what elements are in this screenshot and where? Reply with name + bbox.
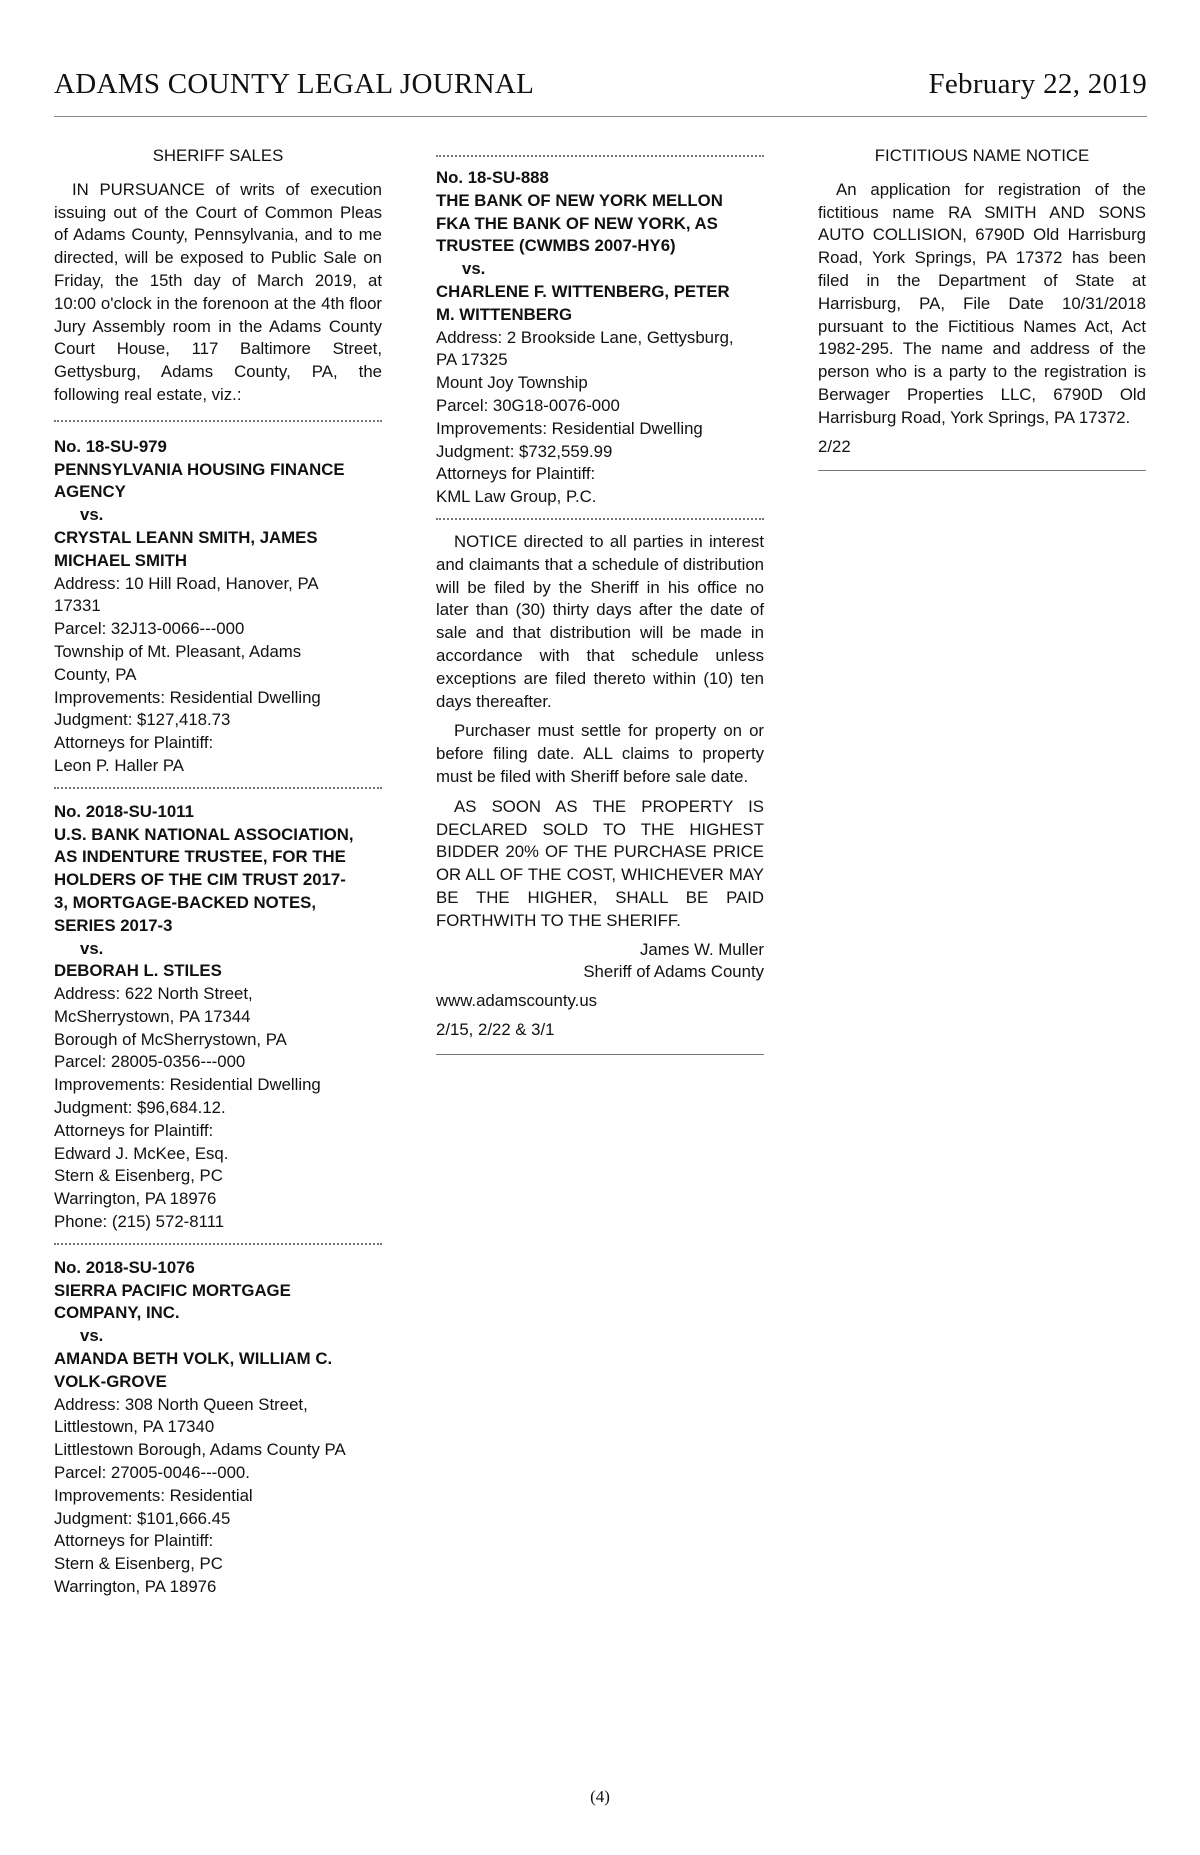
defendant-line: VOLK-GROVE xyxy=(54,1371,167,1391)
detail-line: Stern & Eisenberg, PC xyxy=(54,1554,223,1574)
detail-line: PA 17325 xyxy=(436,350,508,370)
plaintiff-line: THE BANK OF NEW YORK MELLON xyxy=(436,190,723,210)
journal-title: ADAMS COUNTY LEGAL JOURNAL xyxy=(54,68,535,100)
plaintiff-line: TRUSTEE (CWMBS 2007-HY6) xyxy=(436,236,676,256)
detail-line: Phone: (215) 572-8111 xyxy=(54,1212,225,1232)
end-rule xyxy=(436,1054,764,1055)
detail-line: Stern & Eisenberg, PC xyxy=(54,1166,223,1186)
plaintiff-line: U.S. BANK NATIONAL ASSOCIATION, xyxy=(54,824,354,844)
detail-line: Leon P. Haller PA xyxy=(54,755,184,775)
detail-line: Address: 10 Hill Road, Hanover, PA xyxy=(54,573,319,593)
case-2018-su-1011 xyxy=(54,801,382,1234)
defendant-line: DEBORAH L. STILES xyxy=(54,961,222,981)
page-number: (4) xyxy=(590,1787,610,1806)
detail-line: Judgment: $127,418.73 xyxy=(54,710,231,730)
detail-line: Judgment: $732,559.99 xyxy=(436,441,613,461)
versus-label: vs. xyxy=(80,1326,104,1346)
case-number: No. 18-SU-979 xyxy=(54,436,167,456)
sheriff-sales-intro: IN PURSUANCE of writs of execution issuing out of the Court of Common Pleas of Adams County, Pennsylvania, and to me directed, will be exposed to Public Sale on Friday, the 15th day of March 2019, at 10:00 o'clock in the forenoon at the 4th floor Jury Assembly room in the Adams County Court House, 117 Baltimore Street, Gettysburg, Adams County, PA, the following real estate, viz.: xyxy=(54,179,382,404)
detail-line: Judgment: $101,666.45 xyxy=(54,1508,231,1528)
detail-line: County, PA xyxy=(54,664,137,684)
plaintiff-line: HOLDERS OF THE CIM TRUST 2017- xyxy=(54,870,346,890)
case-2018-su-1076 xyxy=(54,1257,382,1599)
column-middle xyxy=(436,142,764,1055)
defendant-line: MICHAEL SMITH xyxy=(54,550,188,570)
versus-label: vs. xyxy=(462,259,486,279)
payment-notice: AS SOON AS THE PROPERTY IS DECLARED SOLD TO THE HIGHEST BIDDER 20% OF THE PURCHASE PRICE OR ALL OF THE COST, WHICHEVER MAY BE THE HIGHER, SHALL BE PAID FORTHWITH TO THE SHERIFF. xyxy=(436,796,764,930)
column-left xyxy=(54,142,382,1599)
detail-line: KML Law Group, P.C. xyxy=(436,487,597,507)
detail-line: Borough of McSherrystown, PA xyxy=(54,1029,287,1049)
versus-label: vs. xyxy=(80,505,104,525)
plaintiff-line: SERIES 2017-3 xyxy=(54,915,173,935)
defendant-line: AMANDA BETH VOLK, WILLIAM C. xyxy=(54,1349,333,1369)
detail-line: Warrington, PA 18976 xyxy=(54,1189,217,1209)
dotted-separator xyxy=(436,518,764,520)
detail-line: Warrington, PA 18976 xyxy=(54,1577,217,1597)
dotted-separator xyxy=(54,1243,382,1245)
detail-line: Attorneys for Plaintiff: xyxy=(436,464,596,484)
detail-line: Attorneys for Plaintiff: xyxy=(54,1120,214,1140)
versus-label: vs. xyxy=(80,938,104,958)
detail-line: McSherrystown, PA 17344 xyxy=(54,1006,251,1026)
detail-line: Parcel: 28005-0356---000 xyxy=(54,1052,246,1072)
plaintiff-line: SIERRA PACIFIC MORTGAGE xyxy=(54,1280,291,1300)
defendant-line: CHARLENE F. WITTENBERG, PETER xyxy=(436,281,730,301)
settlement-notice: Purchaser must settle for property on or before filing date. ALL claims to property must be filed with Sheriff before sale date. xyxy=(436,721,764,786)
detail-line: Township of Mt. Pleasant, Adams xyxy=(54,641,302,661)
column-right xyxy=(818,142,1146,471)
detail-line: Littlestown Borough, Adams County PA xyxy=(54,1440,346,1460)
fictitious-name-heading: FICTITIOUS NAME NOTICE xyxy=(874,146,1090,165)
publication-dates: 2/15, 2/22 & 3/1 xyxy=(436,1019,555,1039)
detail-line: Edward J. McKee, Esq. xyxy=(54,1143,229,1163)
dotted-separator xyxy=(436,155,764,157)
detail-line: Parcel: 27005-0046---000. xyxy=(54,1463,250,1483)
defendant-line: M. WITTENBERG xyxy=(436,304,573,324)
case-18-su-979 xyxy=(54,436,382,778)
detail-line: Mount Joy Township xyxy=(436,373,588,393)
plaintiff-line: PENNSYLVANIA HOUSING FINANCE xyxy=(54,459,345,479)
detail-line: Parcel: 30G18-0076-000 xyxy=(436,395,620,415)
plaintiff-line: 3, MORTGAGE-BACKED NOTES, xyxy=(54,892,316,912)
detail-line: 17331 xyxy=(54,596,101,616)
sheriff-name: James W. Muller xyxy=(639,939,764,959)
county-website: www.adamscounty.us xyxy=(436,991,598,1011)
plaintiff-line: FKA THE BANK OF NEW YORK, AS xyxy=(436,213,718,233)
detail-line: Littlestown, PA 17340 xyxy=(54,1417,215,1437)
defendant-line: CRYSTAL LEANN SMITH, JAMES xyxy=(54,527,318,547)
end-rule xyxy=(818,470,1146,471)
distribution-notice: NOTICE directed to all parties in interest and claimants that a schedule of distribution will be filed by the Sheriff in his office no later than (30) thirty days after the date of sale and that distribution will be made in accordance with that schedule unless exceptions are filed thereto within (10) ten days thereafter. xyxy=(436,531,764,711)
detail-line: Address: 622 North Street, xyxy=(54,984,253,1004)
page-header xyxy=(54,64,1147,117)
detail-line: Judgment: $96,684.12. xyxy=(54,1098,226,1118)
dotted-separator xyxy=(54,787,382,789)
issue-date: February 22, 2019 xyxy=(928,68,1147,100)
case-number: No. 18-SU-888 xyxy=(436,168,549,187)
detail-line: Attorneys for Plaintiff: xyxy=(54,1531,214,1551)
case-18-su-888 xyxy=(436,167,764,509)
fictitious-name-body: An application for registration of the fictitious name RA SMITH AND SONS AUTO COLLISION, 6790D Old Harrisburg Road, York Springs, PA 17372 has been filed in the Department of State at Harrisburg, PA, File Date 10/31/2018 pursuant to the Fictitious Names Act, Act 1982-295. The name and address of the person who is a party to the registration is Berwager Properties LLC, 6790D Old Harrisburg Road, York Springs, PA 17372. xyxy=(818,179,1146,427)
sheriff-title: Sheriff of Adams County xyxy=(583,962,764,982)
publication-date: 2/22 xyxy=(818,436,851,456)
plaintiff-line: AS INDENTURE TRUSTEE, FOR THE xyxy=(54,847,346,867)
case-number: No. 2018-SU-1011 xyxy=(54,801,194,821)
sheriff-sales-heading: SHERIFF SALES xyxy=(152,146,284,165)
plaintiff-line: AGENCY xyxy=(54,482,126,502)
detail-line: Improvements: Residential xyxy=(54,1485,253,1505)
detail-line: Address: 2 Brookside Lane, Gettysburg, xyxy=(436,327,734,347)
detail-line: Address: 308 North Queen Street, xyxy=(54,1394,308,1414)
detail-line: Improvements: Residential Dwelling xyxy=(436,418,703,438)
plaintiff-line: COMPANY, INC. xyxy=(54,1303,180,1323)
detail-line: Improvements: Residential Dwelling xyxy=(54,1075,321,1095)
detail-line: Parcel: 32J13-0066---000 xyxy=(54,619,245,639)
case-number: No. 2018-SU-1076 xyxy=(54,1257,195,1277)
detail-line: Improvements: Residential Dwelling xyxy=(54,687,321,707)
detail-line: Attorneys for Plaintiff: xyxy=(54,733,214,753)
dotted-separator xyxy=(54,420,382,422)
